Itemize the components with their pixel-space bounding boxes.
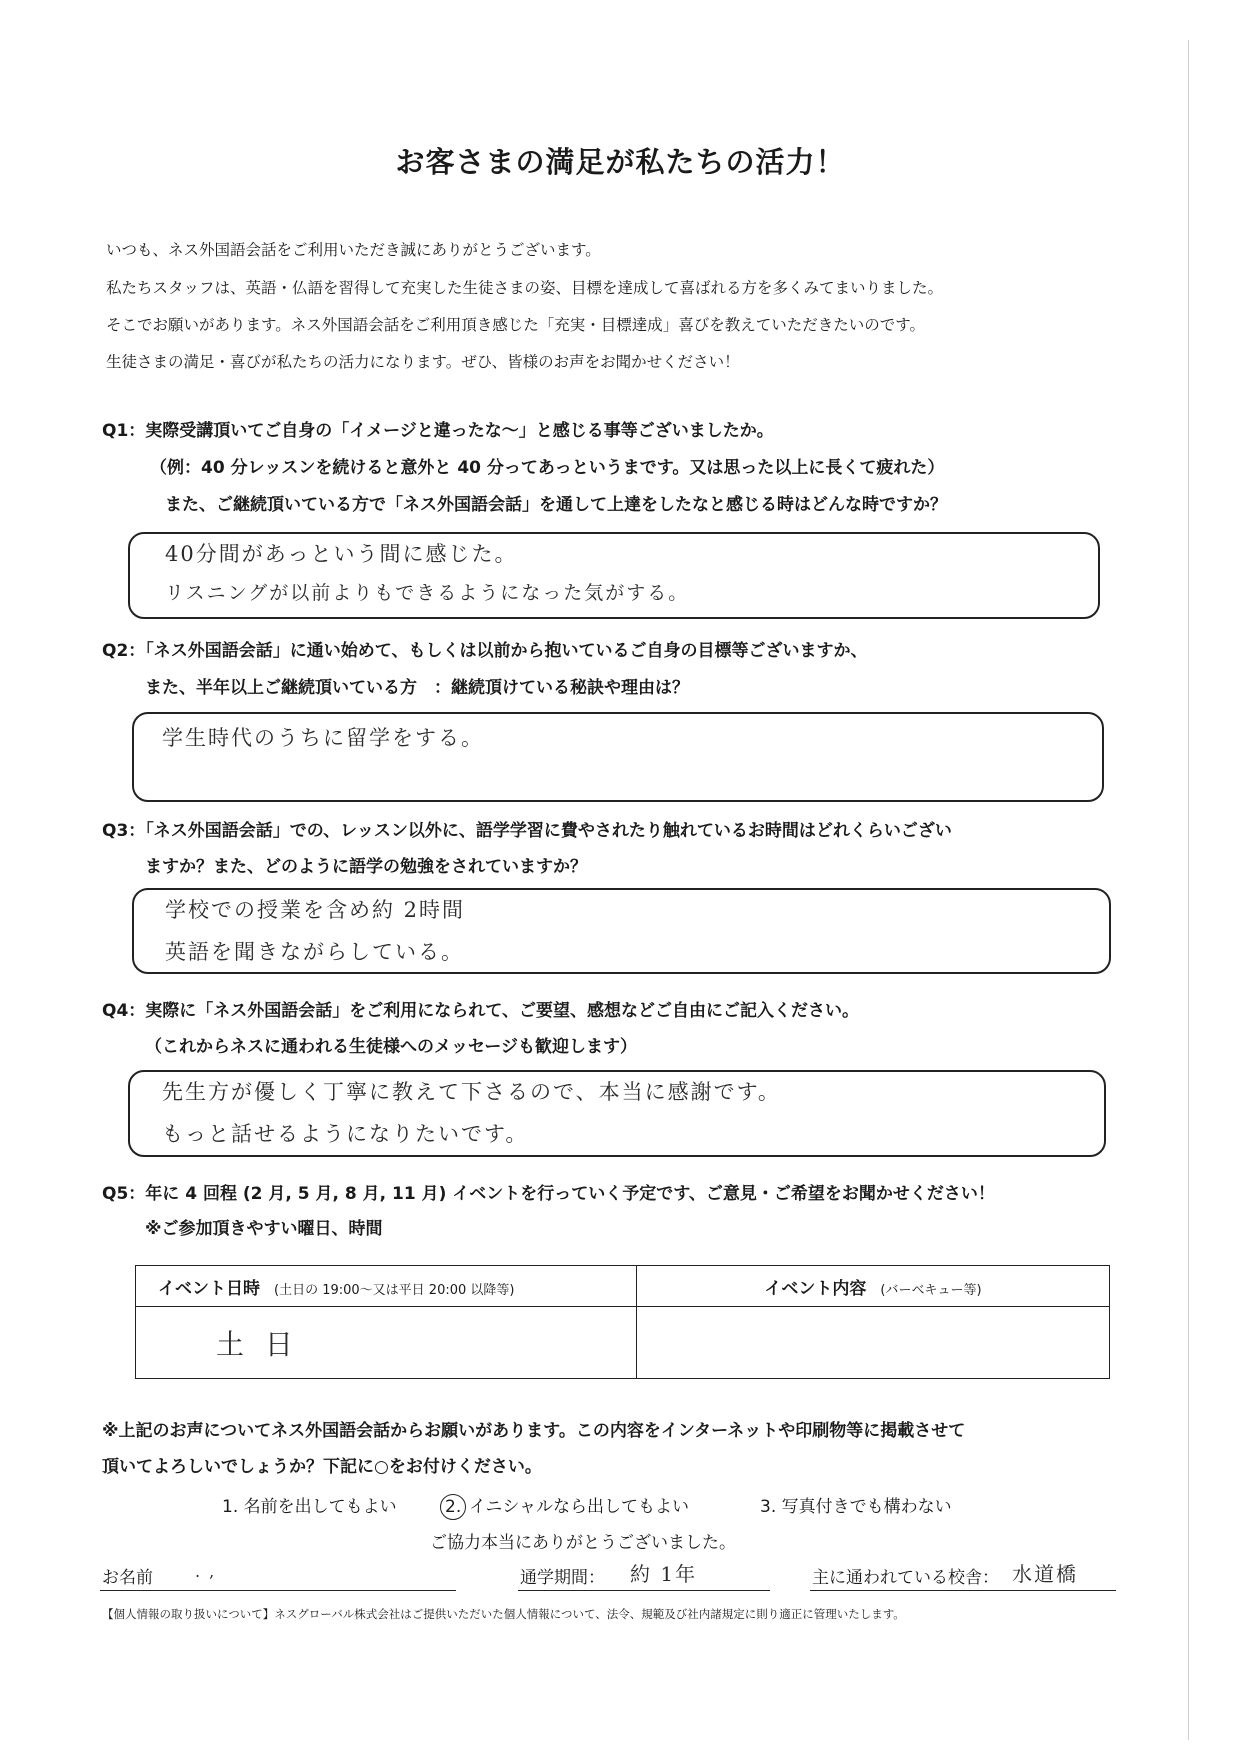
event-content-header [637,1266,1110,1307]
intro-line-1: いつも、ネス外国語会話をご利用いただき誠にありがとうございます。 [106,241,601,259]
event-datetime-value: 土 日 [216,1327,299,1361]
event-datetime-cell[interactable] [136,1307,637,1379]
option-photo-ok[interactable]: 3. 写真付きでも構わない [760,1497,952,1517]
event-datetime-header [136,1266,637,1307]
q1-answer-line-2: リスニングが以前よりもできるようになった気がする。 [165,582,690,604]
q2-question: Q2：「ネス外国語会話」に通い始めて、もしくは以前から抱いているご自身の目標等ございますか、 [102,641,868,661]
q2-followup: また、半年以上ご継続頂いている方 ：継続頂けている秘訣や理由は？ [145,678,689,698]
event-content-cell[interactable] [637,1307,1110,1379]
school-value: 水道橋 [1012,1562,1078,1586]
q4-answer-line-2: もっと話せるようになりたいです。 [162,1122,529,1146]
permission-note-line-1: ※上記のお声についてネス外国語会話からお願いがあります。この内容をインターネットや印刷物等に掲載させて [102,1421,966,1441]
event-content-header-label: イベント内容 [764,1278,867,1299]
event-datetime-header-note: (土日の 19:00～又は平日 20:00 以降等) [274,1282,515,1298]
intro-line-2: 私たちスタッフは、英語・仏語を習得して充実した生徒さまの姿、目標を達成して喜ばれる方を多くみてまいりました。 [106,279,944,297]
intro-line-4: 生徒さまの満足・喜びが私たちの活力になります。ぜひ、皆様のお声をお聞かせください！ [106,353,740,371]
q4-answer-line-1: 先生方が優しく丁寧に教えて下さるので、本当に感謝です。 [162,1080,781,1104]
event-datetime-header-label: イベント日時 [158,1278,260,1299]
permission-note-line-2: 頂いてよろしいでしょうか？下記に○をお付けください。 [102,1457,542,1477]
period-label: 通学期間： [520,1568,605,1588]
school-label: 主に通われている校舎： [812,1568,999,1588]
q3-answer-line-1: 学校での授業を含め約 2時間 [165,898,466,922]
option-initials-number[interactable]: 2. [445,1497,462,1517]
q1-followup: また、ご継続頂いている方で「ネス外国語会話」を通して上達をしたなと感じる時はどんな時ですか？ [165,495,947,515]
period-underline[interactable] [518,1590,770,1591]
option-initials-ok[interactable]: イニシャルなら出してもよい [469,1497,689,1517]
scan-edge [1188,40,1189,1740]
option-name-ok[interactable]: 1. 名前を出してもよい [222,1497,397,1517]
event-content-header-note: (バーベキュー等) [880,1282,982,1298]
q2-answer-line-1: 学生時代のうちに留学をする。 [162,726,484,750]
privacy-notice: 【個人情報の取り扱いについて】ネスグローバル株式会社はご提供いただいた個人情報について、法令、規範及び社内諸規定に則り適正に管理いたします。 [102,1607,905,1621]
q1-example: （例：40 分レッスンを続けると意外と 40 分ってあっというまです。又は思った以上に長くて疲れた） [150,458,945,478]
q5-note: ※ご参加頂きやすい曜日、時間 [145,1219,383,1239]
page-title: お客さまの満足が私たちの活力！ [395,145,846,179]
period-value: 約 1年 [630,1562,698,1586]
q3-followup: ますか？また、どのように語学の勉強をされていますか？ [145,857,587,877]
q5-question: Q5：年に 4 回程 (2 月, 5 月, 8 月, 11 月) イベントを行っていく予定です、ご意見・ご希望をお聞かせください！ [102,1184,995,1204]
name-label: お名前 [102,1568,153,1588]
q1-question: Q1：実際受講頂いてご自身の「イメージと違ったな～」と感じる事等ございましたか。 [102,421,774,441]
name-underline[interactable] [100,1590,456,1591]
q4-followup: （これからネスに通われる生徒様へのメッセージも歓迎します） [145,1037,637,1057]
q3-answer-line-2: 英語を聞きながらしている。 [165,940,464,964]
q4-question: Q4：実際に「ネス外国語会話」をご利用になられて、ご要望、感想などご自由にご記入ください。 [102,1001,859,1021]
thanks-message: ご協力本当にありがとうございました。 [430,1533,736,1553]
school-underline[interactable] [810,1590,1116,1591]
event-table [135,1265,1110,1379]
name-value: . , [195,1562,217,1581]
q1-answer-line-1: 40分間があっという間に感じた。 [165,542,518,566]
q3-question: Q3：「ネス外国語会話」での、レッスン以外に、語学学習に費やされたり触れているお時間はどれくらいござい [102,821,952,841]
intro-line-3: そこでお願いがあります。ネス外国語会話をご利用頂き感じた「充実・目標達成」喜びを教えていただきたいのです。 [106,316,926,334]
